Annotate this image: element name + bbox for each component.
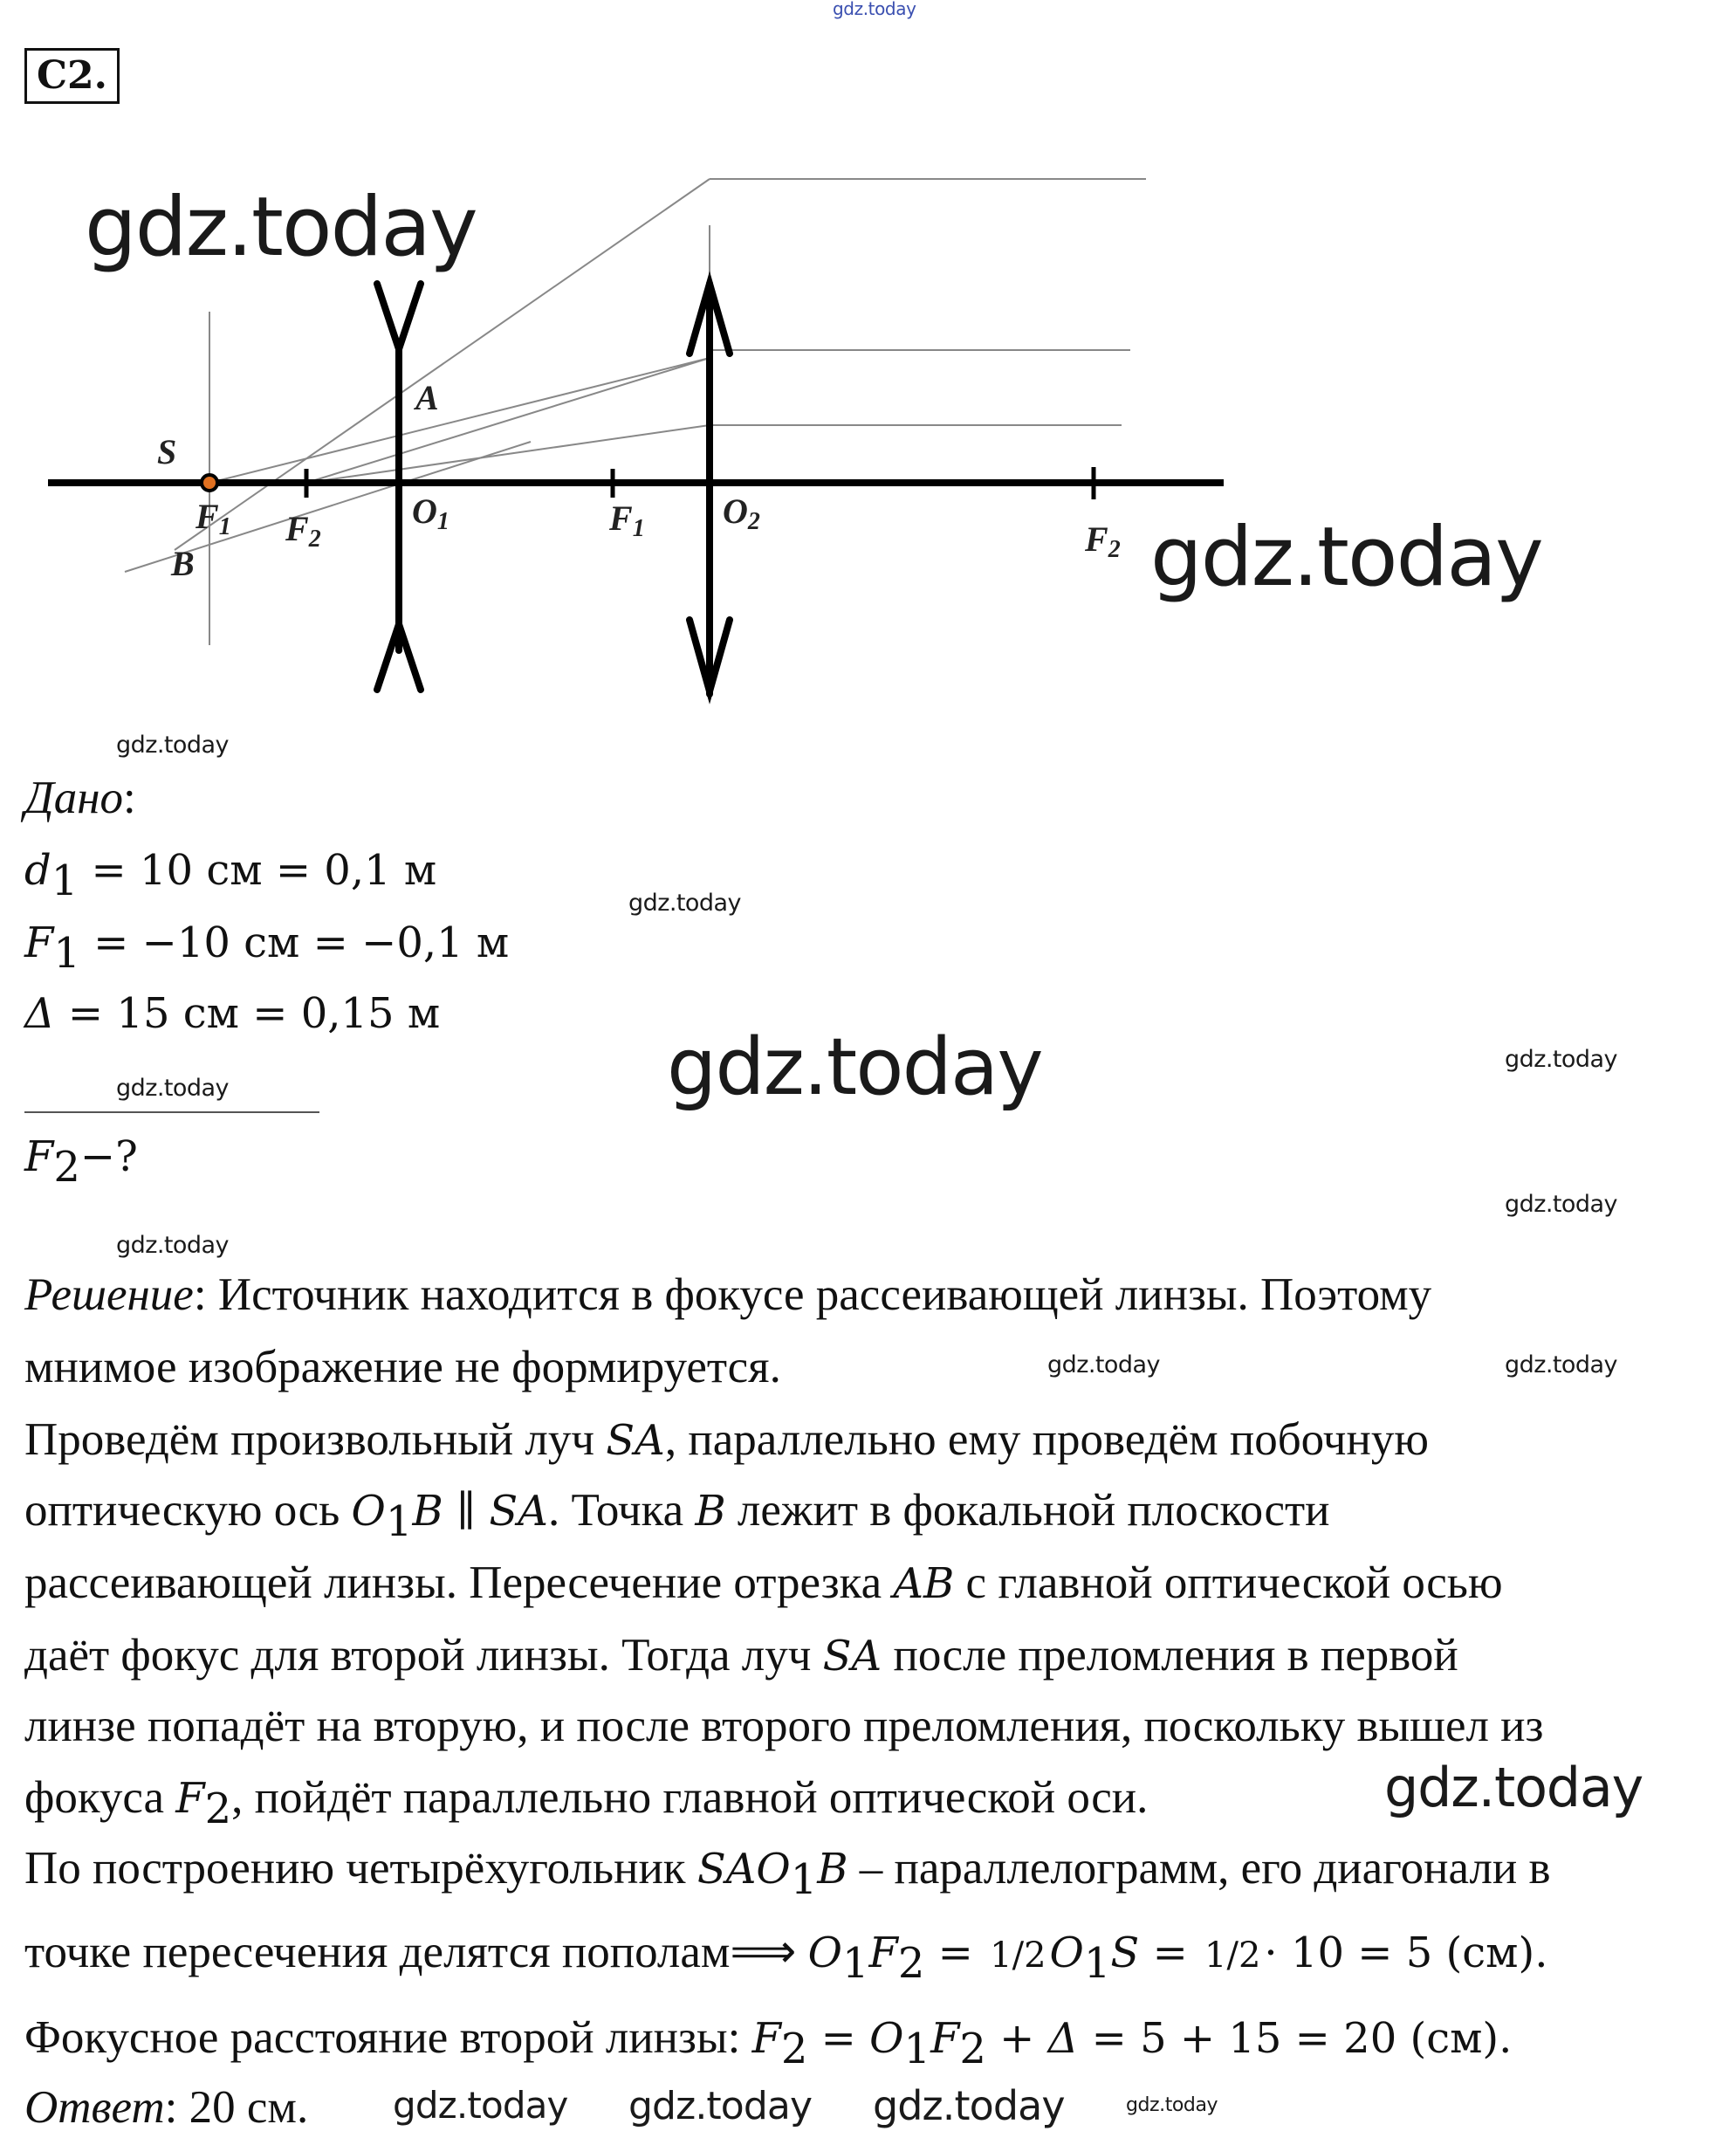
watermark: gdz.today — [1505, 1351, 1617, 1378]
text-segment: , пойдёт параллельно главной оптической оси. — [231, 1772, 1149, 1823]
light-source-S — [202, 475, 217, 491]
math-text: O — [807, 1928, 842, 1977]
text-segment: с главной оптической осью — [954, 1557, 1503, 1608]
subscript: 1 — [385, 1497, 413, 1546]
subscript: 1 — [790, 1855, 818, 1904]
math-text: −? — [79, 1132, 138, 1181]
text-segment: : Источник находится в фокусе рассеивающей линзы. Поэтому — [193, 1269, 1432, 1320]
text-segment: Фокусное расстояние второй линзы: — [24, 2012, 752, 2063]
math-text: = 10 см = 0,1 м — [78, 846, 437, 895]
text-line — [24, 985, 440, 1042]
watermark: gdz.today — [873, 2082, 1065, 2129]
math-text: SAO — [696, 1845, 791, 1894]
math-text: B — [695, 1487, 726, 1536]
math-text: F — [24, 1132, 54, 1181]
watermark: gdz.today — [1047, 1351, 1160, 1378]
text-segment: оптическую ось — [24, 1485, 352, 1536]
text-line — [24, 1840, 1551, 1908]
text-segment: : 20 см. — [164, 2082, 309, 2133]
math-text: ∥ — [443, 1487, 490, 1536]
label-F2-right: $F_2$ — [1085, 519, 1121, 563]
label-S: S — [157, 432, 177, 471]
text-segment: Ответ — [24, 2082, 165, 2133]
text-segment: , параллельно ему проведём побочную — [664, 1414, 1429, 1465]
watermark: gdz.today — [628, 2084, 813, 2128]
subscript: 1 — [53, 929, 80, 978]
watermark: gdz.today — [833, 0, 916, 19]
subscript: 1 — [903, 2025, 931, 2073]
fraction: 1/2 — [1204, 1935, 1261, 1976]
text-segment: даёт фокус для второй линзы. Тогда луч — [24, 1630, 823, 1681]
text-line — [24, 1924, 1547, 1991]
text-line — [24, 1412, 1429, 1468]
ray-F2-1 — [306, 425, 710, 483]
math-text: Δ — [1047, 2014, 1079, 2063]
math-text: F — [175, 1774, 205, 1823]
diverging-lens — [377, 284, 421, 690]
watermark: gdz.today — [85, 180, 477, 275]
watermark: gdz.today — [1505, 1046, 1617, 1073]
watermark: gdz.today — [116, 732, 229, 759]
text-line — [24, 770, 136, 826]
watermark: gdz.today — [667, 1021, 1042, 1113]
text-segment: Дано — [24, 773, 124, 823]
math-text: F — [930, 2014, 960, 2063]
text-line — [24, 2080, 308, 2135]
text-line — [24, 1627, 1458, 1684]
ray-F2-2 — [306, 358, 710, 483]
text-segment: фокуса — [24, 1772, 176, 1823]
watermark: gdz.today — [1126, 2094, 1218, 2116]
label-F1-left: $F_1$ — [196, 497, 231, 540]
watermark: gdz.today — [116, 1232, 229, 1259]
text-segment: лежит в фокальной плоскости — [725, 1485, 1330, 1536]
math-text: SA — [606, 1416, 665, 1465]
subscript: 2 — [53, 1143, 80, 1192]
math-text: d — [24, 846, 51, 895]
math-text: SA — [489, 1487, 548, 1536]
math-text: = −10 см = −0,1 м — [79, 918, 510, 967]
fraction: 1/2 — [990, 1935, 1046, 1976]
text-line — [24, 1128, 138, 1195]
text-segment: после преломления в первой — [882, 1630, 1458, 1681]
math-text: B — [412, 1487, 443, 1536]
subscript: 1 — [51, 856, 79, 905]
math-text: B — [817, 1845, 848, 1894]
math-text: O — [869, 2014, 904, 2063]
lens-diagram — [0, 0, 1736, 716]
math-text: O — [1049, 1928, 1084, 1977]
watermark: gdz.today — [116, 1075, 229, 1102]
label-O2: $O_2$ — [723, 492, 760, 535]
text-line — [24, 1339, 781, 1395]
watermark: gdz.today — [628, 890, 741, 917]
text-line — [24, 1267, 1431, 1323]
subscript: 1 — [842, 1939, 869, 1988]
math-text: S — [1110, 1928, 1140, 1977]
label-O1: $O_1$ — [412, 492, 449, 535]
math-text: SA — [822, 1632, 882, 1681]
text-segment: точке пересечения делятся пополам⟹ — [24, 1927, 808, 1977]
text-segment: По построению четырёхугольник — [24, 1843, 697, 1894]
text-line — [24, 1770, 1148, 1837]
text-segment: мнимое изображение не формируется. — [24, 1342, 781, 1392]
math-text: = — [807, 2014, 870, 2063]
math-text: = 15 см = 0,15 м — [54, 989, 441, 1038]
converging-lens — [690, 284, 730, 694]
subscript: 2 — [204, 1784, 232, 1833]
label-A: A — [415, 378, 439, 417]
subscript: 2 — [780, 2025, 808, 2073]
math-text: AB — [893, 1559, 955, 1608]
text-segment: – параллелограмм, его диагонали в — [847, 1843, 1551, 1894]
text-segment: . Точка — [547, 1485, 696, 1536]
math-text: F — [24, 918, 54, 967]
math-text: Δ — [24, 989, 55, 1038]
text-line — [24, 1555, 1503, 1612]
text-line — [24, 1482, 1330, 1550]
subscript: 2 — [897, 1939, 925, 1988]
text-segment: Решение — [24, 1269, 194, 1320]
problem-label: С2. — [24, 48, 120, 104]
subscript: 2 — [959, 2025, 986, 2073]
text-line — [24, 914, 509, 981]
math-text: + — [985, 2014, 1048, 2063]
label-F1-right: $F_1$ — [609, 498, 645, 542]
text-segment: линзе попадёт на вторую, и после второго преломления, поскольку вышел из — [24, 1701, 1544, 1751]
text-segment: рассеивающей линзы. Пересечение отрезка — [24, 1557, 894, 1608]
text-line — [24, 1698, 1543, 1754]
text-line — [24, 842, 436, 909]
math-text: = 5 + 15 = 20 (см). — [1078, 2014, 1513, 2063]
watermark: gdz.today — [1384, 1756, 1643, 1819]
text-line — [24, 2010, 1512, 2077]
watermark: gdz.today — [1150, 510, 1542, 605]
watermark: gdz.today — [1505, 1191, 1617, 1218]
text-segment: Проведём произвольный луч — [24, 1414, 607, 1465]
given-separator — [24, 1111, 319, 1113]
subscript: 1 — [1083, 1939, 1111, 1988]
math-text: F — [868, 1928, 898, 1977]
watermark: gdz.today — [393, 2084, 568, 2127]
text-segment: : — [123, 773, 136, 823]
math-text: F — [751, 2014, 781, 2063]
label-F2-left: $F_2$ — [285, 509, 321, 553]
label-B: B — [171, 544, 195, 583]
math-text: O — [351, 1487, 386, 1536]
math-text: · 10 = 5 (см). — [1264, 1928, 1548, 1977]
math-text: = — [1139, 1928, 1202, 1977]
math-text: = — [924, 1928, 987, 1977]
